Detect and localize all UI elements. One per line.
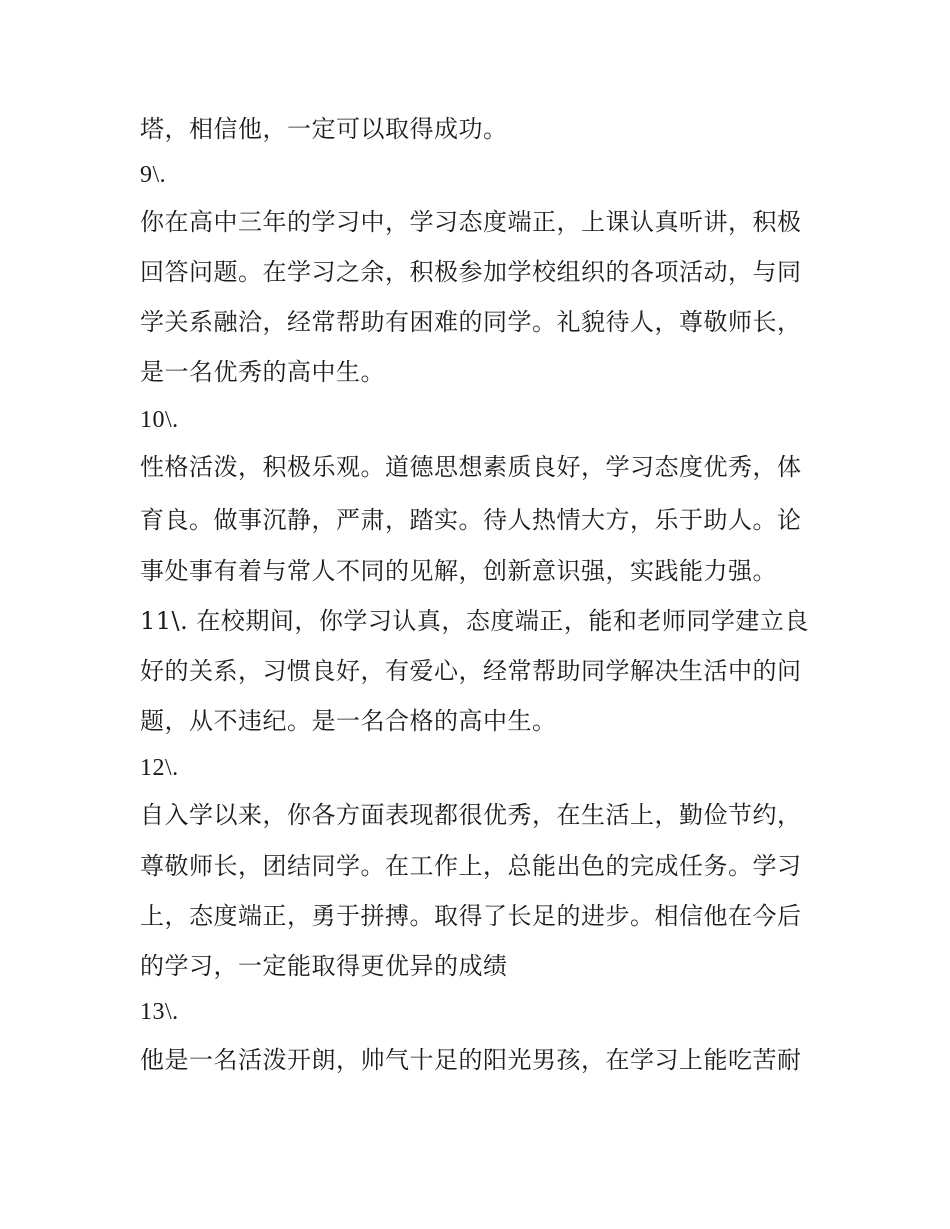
item-number: 13\. <box>140 999 179 1025</box>
text-line: 上，态度端正，勇于拼搏。取得了长足的进步。相信他在今后 <box>140 902 802 930</box>
text-line: 题，从不违纪。是一名合格的高中生。 <box>140 707 557 735</box>
text-line: 自入学以来，你各方面表现都很优秀，在生活上，勤俭节约， <box>140 801 802 829</box>
text-line: 尊敬师长，团结同学。在工作上，总能出色的完成任务。学习 <box>140 852 802 880</box>
text-line: 你在高中三年的学习中，学习态度端正，上课认真听讲，积极 <box>140 208 802 236</box>
text-line: 的学习，一定能取得更优异的成绩 <box>140 952 508 980</box>
text-line: 他是一名活泼开朗，帅气十足的阳光男孩，在学习上能吃苦耐 <box>140 1046 802 1074</box>
text-line: 事处事有着与常人不同的见解，创新意识强，实践能力强。 <box>140 557 777 585</box>
text-line: 性格活泼，积极乐观。道德思想素质良好，学习态度优秀，体 <box>140 453 802 481</box>
text-line: 学关系融洽，经常帮助有困难的同学。礼貌待人，尊敬师长， <box>140 308 802 336</box>
text-line: 好的关系，习惯良好，有爱心，经常帮助同学解决生活中的问 <box>140 657 802 685</box>
item-number: 10\. <box>140 407 179 433</box>
text-line: 11\. 在校期间，你学习认真，态度端正，能和老师同学建立良 <box>140 607 809 635</box>
text-line: 塔，相信他，一定可以取得成功。 <box>140 115 508 143</box>
text-line: 回答问题。在学习之余，积极参加学校组织的各项活动，与同 <box>140 258 802 286</box>
item-number: 9\. <box>140 162 167 188</box>
text-line: 育良。做事沉静，严肃，踏实。待人热情大方，乐于助人。论 <box>140 506 802 534</box>
text-line: 是一名优秀的高中生。 <box>140 358 385 386</box>
item-number: 12\. <box>140 755 179 781</box>
